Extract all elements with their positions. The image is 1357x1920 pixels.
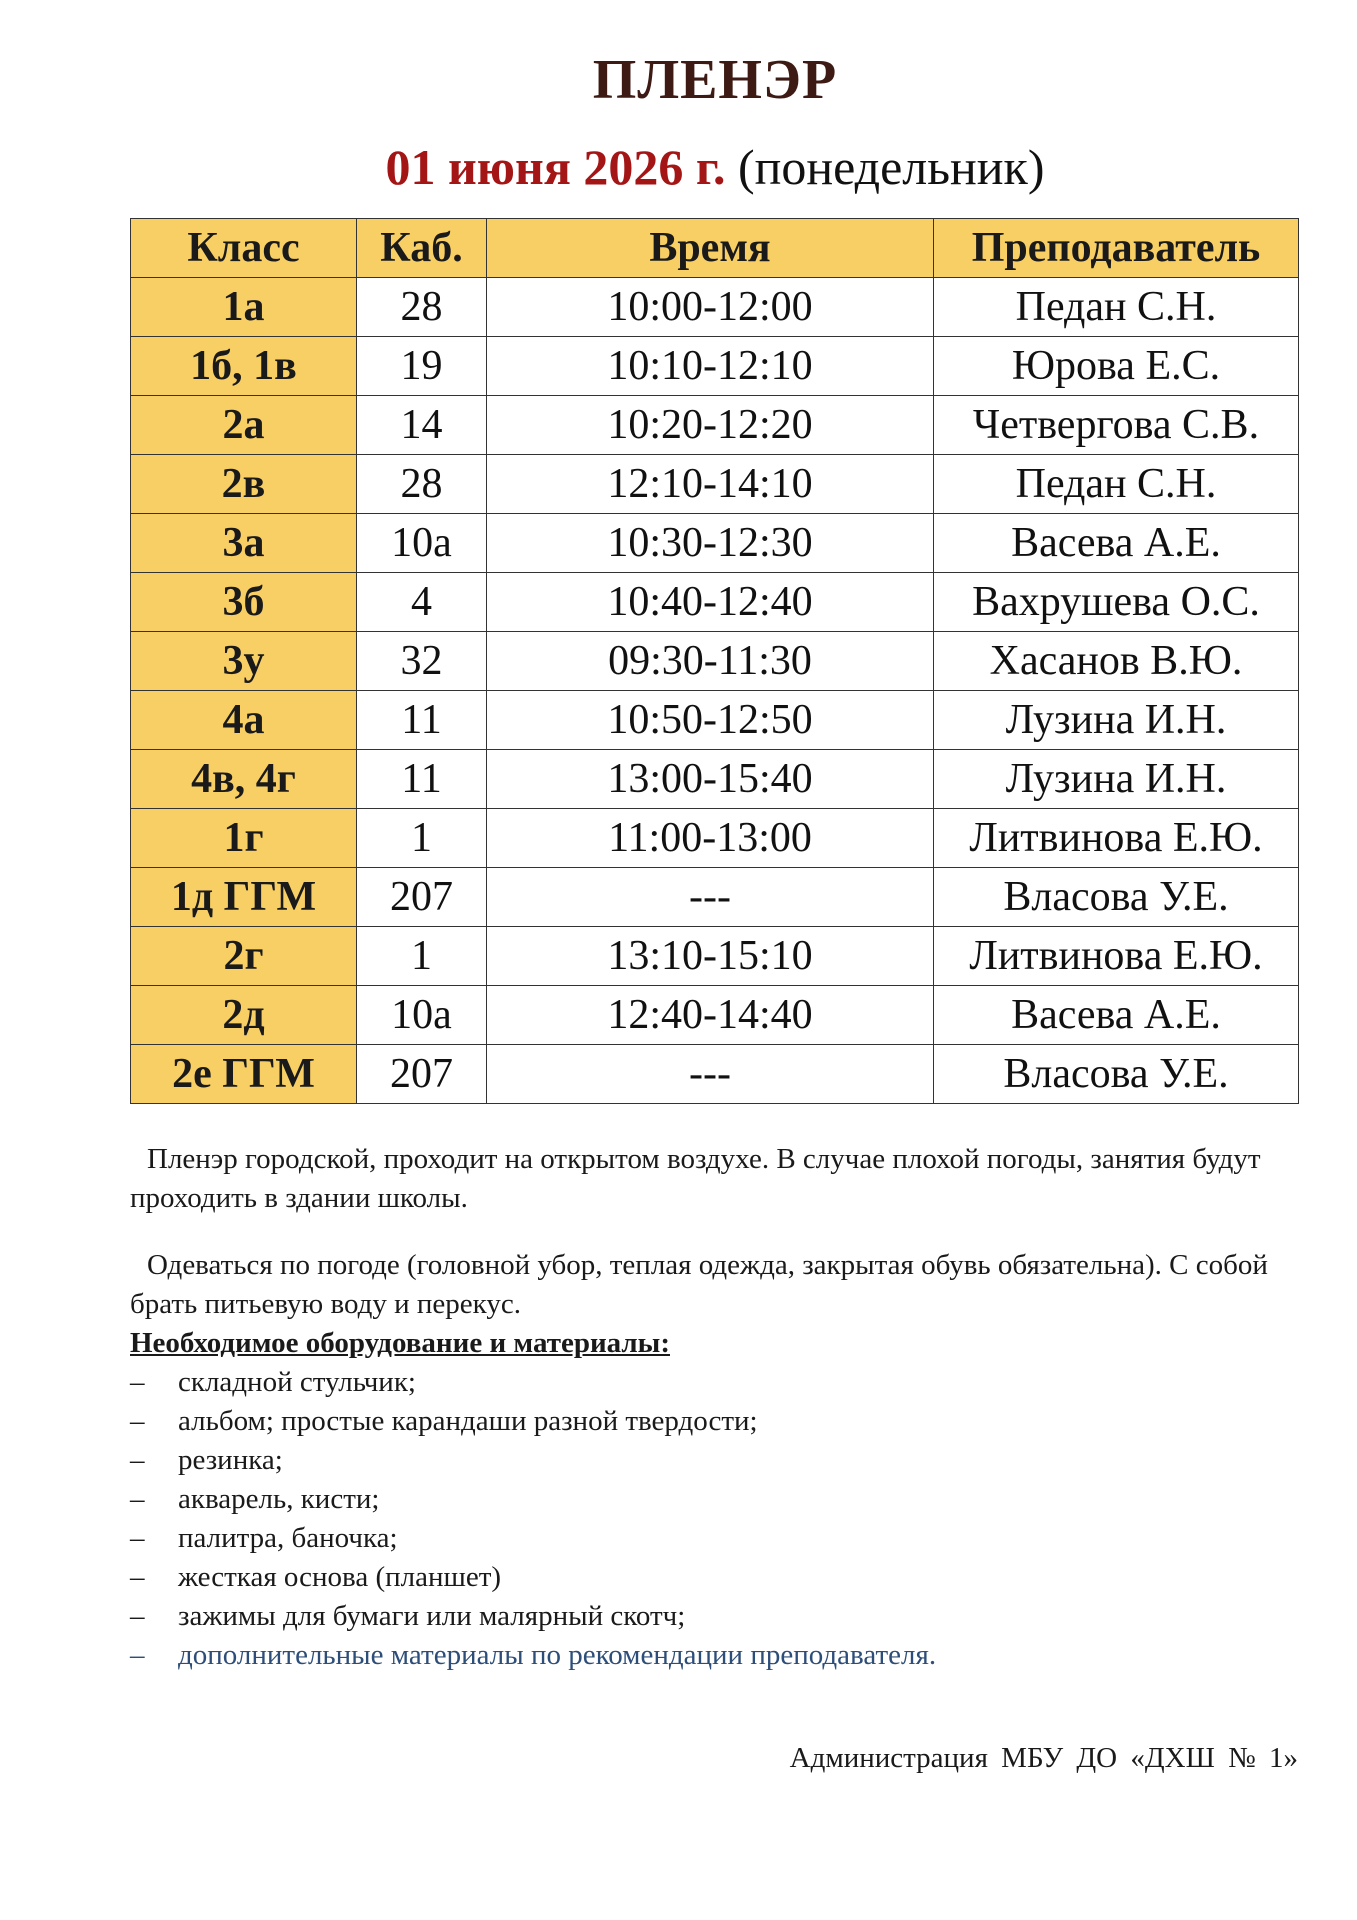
room-cell: 10а bbox=[357, 514, 487, 573]
time-cell: --- bbox=[487, 868, 934, 927]
list-item-text: зажимы для бумаги или малярный скотч; bbox=[178, 1600, 686, 1632]
room-cell: 4 bbox=[357, 573, 487, 632]
table-row bbox=[131, 455, 1299, 514]
time-cell: 10:20-12:20 bbox=[487, 396, 934, 455]
room-cell: 32 bbox=[357, 632, 487, 691]
footer-signature: Администрация МБУ ДО «ДХШ № 1» bbox=[789, 1742, 1298, 1774]
class-cell: 2д bbox=[131, 986, 357, 1045]
class-cell: 1г bbox=[131, 809, 357, 868]
teacher-cell: Педан С.Н. bbox=[934, 278, 1299, 337]
room-cell: 207 bbox=[357, 1045, 487, 1104]
time-cell: 10:50-12:50 bbox=[487, 691, 934, 750]
room-cell: 28 bbox=[357, 455, 487, 514]
class-cell: 1а bbox=[131, 278, 357, 337]
table-row bbox=[131, 278, 1299, 337]
table-header-row bbox=[131, 219, 1299, 278]
room-cell: 1 bbox=[357, 927, 487, 986]
list-item-text: дополнительные материалы по рекомендации преподавателя. bbox=[178, 1639, 937, 1671]
class-cell: 4в, 4г bbox=[131, 750, 357, 809]
location-note: Пленэр городской, проходит на открытом воздухе. В случае плохой погоды, занятия будут проходить в здании школы. bbox=[130, 1143, 1261, 1214]
room-cell: 14 bbox=[357, 396, 487, 455]
room-cell: 10а bbox=[357, 986, 487, 1045]
list-item bbox=[130, 1480, 1310, 1519]
table-row bbox=[131, 927, 1299, 986]
time-cell: --- bbox=[487, 1045, 934, 1104]
room-cell: 207 bbox=[357, 868, 487, 927]
room-cell: 11 bbox=[357, 750, 487, 809]
list-item-text: альбом; простые карандаши разной твердости; bbox=[178, 1405, 758, 1437]
time-cell: 11:00-13:00 bbox=[487, 809, 934, 868]
class-cell: 2е ГГМ bbox=[131, 1045, 357, 1104]
teacher-cell: Власова У.Е. bbox=[934, 1045, 1299, 1104]
list-item bbox=[130, 1402, 1310, 1441]
page-title: ПЛЕНЭР bbox=[592, 49, 838, 111]
teacher-cell: Литвинова Е.Ю. bbox=[934, 927, 1299, 986]
table-row bbox=[131, 750, 1299, 809]
clothing-note: Одеваться по погоде (головной убор, теплая одежда, закрытая обувь обязательна). С собой брать питьевую воду и перекус. bbox=[130, 1249, 1268, 1320]
event-weekday: (понедельник) bbox=[737, 139, 1045, 195]
teacher-cell: Лузина И.Н. bbox=[934, 691, 1299, 750]
dash-bullet: – bbox=[130, 1561, 145, 1593]
table-row bbox=[131, 986, 1299, 1045]
list-item bbox=[130, 1636, 1310, 1675]
room-cell: 11 bbox=[357, 691, 487, 750]
dash-bullet: – bbox=[130, 1639, 145, 1671]
column-header-room: Каб. bbox=[357, 219, 487, 278]
teacher-cell: Лузина И.Н. bbox=[934, 750, 1299, 809]
dash-bullet: – bbox=[130, 1522, 145, 1554]
table-row bbox=[131, 337, 1299, 396]
list-item-text: складной стульчик; bbox=[178, 1366, 416, 1398]
column-header-time: Время bbox=[487, 219, 934, 278]
teacher-cell: Вахрушева О.С. bbox=[934, 573, 1299, 632]
dash-bullet: – bbox=[130, 1600, 145, 1632]
class-cell: 3у bbox=[131, 632, 357, 691]
teacher-cell: Васева А.Е. bbox=[934, 986, 1299, 1045]
time-cell: 10:30-12:30 bbox=[487, 514, 934, 573]
class-cell: 3б bbox=[131, 573, 357, 632]
list-item bbox=[130, 1363, 1310, 1402]
table-row bbox=[131, 514, 1299, 573]
teacher-cell: Литвинова Е.Ю. bbox=[934, 809, 1299, 868]
time-cell: 12:10-14:10 bbox=[487, 455, 934, 514]
list-item bbox=[130, 1558, 1310, 1597]
teacher-cell: Педан С.Н. bbox=[934, 455, 1299, 514]
list-item-text: палитра, баночка; bbox=[178, 1522, 398, 1554]
list-item-text: резинка; bbox=[178, 1444, 283, 1476]
teacher-cell: Юрова Е.С. bbox=[934, 337, 1299, 396]
time-cell: 10:40-12:40 bbox=[487, 573, 934, 632]
table-row bbox=[131, 573, 1299, 632]
class-cell: 3а bbox=[131, 514, 357, 573]
time-cell: 09:30-11:30 bbox=[487, 632, 934, 691]
equipment-list bbox=[130, 1363, 1310, 1675]
dash-bullet: – bbox=[130, 1366, 145, 1398]
teacher-cell: Четвергова С.В. bbox=[934, 396, 1299, 455]
dash-bullet: – bbox=[130, 1483, 145, 1515]
room-cell: 1 bbox=[357, 809, 487, 868]
class-cell: 2в bbox=[131, 455, 357, 514]
column-header-class: Класс bbox=[131, 219, 357, 278]
teacher-cell: Васева А.Е. bbox=[934, 514, 1299, 573]
table-row bbox=[131, 809, 1299, 868]
table-row bbox=[131, 1045, 1299, 1104]
time-cell: 10:10-12:10 bbox=[487, 337, 934, 396]
schedule-table bbox=[130, 218, 1299, 1104]
teacher-cell: Власова У.Е. bbox=[934, 868, 1299, 927]
list-item-text: жесткая основа (планшет) bbox=[178, 1561, 502, 1593]
teacher-cell: Хасанов В.Ю. bbox=[934, 632, 1299, 691]
event-date: 01 июня 2026 г. bbox=[385, 139, 726, 195]
class-cell: 1б, 1в bbox=[131, 337, 357, 396]
room-cell: 19 bbox=[357, 337, 487, 396]
list-item bbox=[130, 1519, 1310, 1558]
time-cell: 12:40-14:40 bbox=[487, 986, 934, 1045]
table-row bbox=[131, 396, 1299, 455]
column-header-teacher: Преподаватель bbox=[934, 219, 1299, 278]
class-cell: 2г bbox=[131, 927, 357, 986]
time-cell: 10:00-12:00 bbox=[487, 278, 934, 337]
class-cell: 4а bbox=[131, 691, 357, 750]
dash-bullet: – bbox=[130, 1405, 145, 1437]
time-cell: 13:00-15:40 bbox=[487, 750, 934, 809]
table-row bbox=[131, 868, 1299, 927]
class-cell: 2а bbox=[131, 396, 357, 455]
room-cell: 28 bbox=[357, 278, 487, 337]
equipment-heading: Необходимое оборудование и материалы: bbox=[130, 1327, 670, 1359]
list-item bbox=[130, 1597, 1310, 1636]
dash-bullet: – bbox=[130, 1444, 145, 1476]
notes-section bbox=[130, 1140, 1310, 1675]
table-row bbox=[131, 691, 1299, 750]
schedule-body bbox=[131, 278, 1299, 1104]
list-item-text: акварель, кисти; bbox=[178, 1483, 380, 1515]
time-cell: 13:10-15:10 bbox=[487, 927, 934, 986]
list-item bbox=[130, 1441, 1310, 1480]
class-cell: 1д ГГМ bbox=[131, 868, 357, 927]
table-row bbox=[131, 632, 1299, 691]
page-subtitle bbox=[0, 138, 1357, 196]
